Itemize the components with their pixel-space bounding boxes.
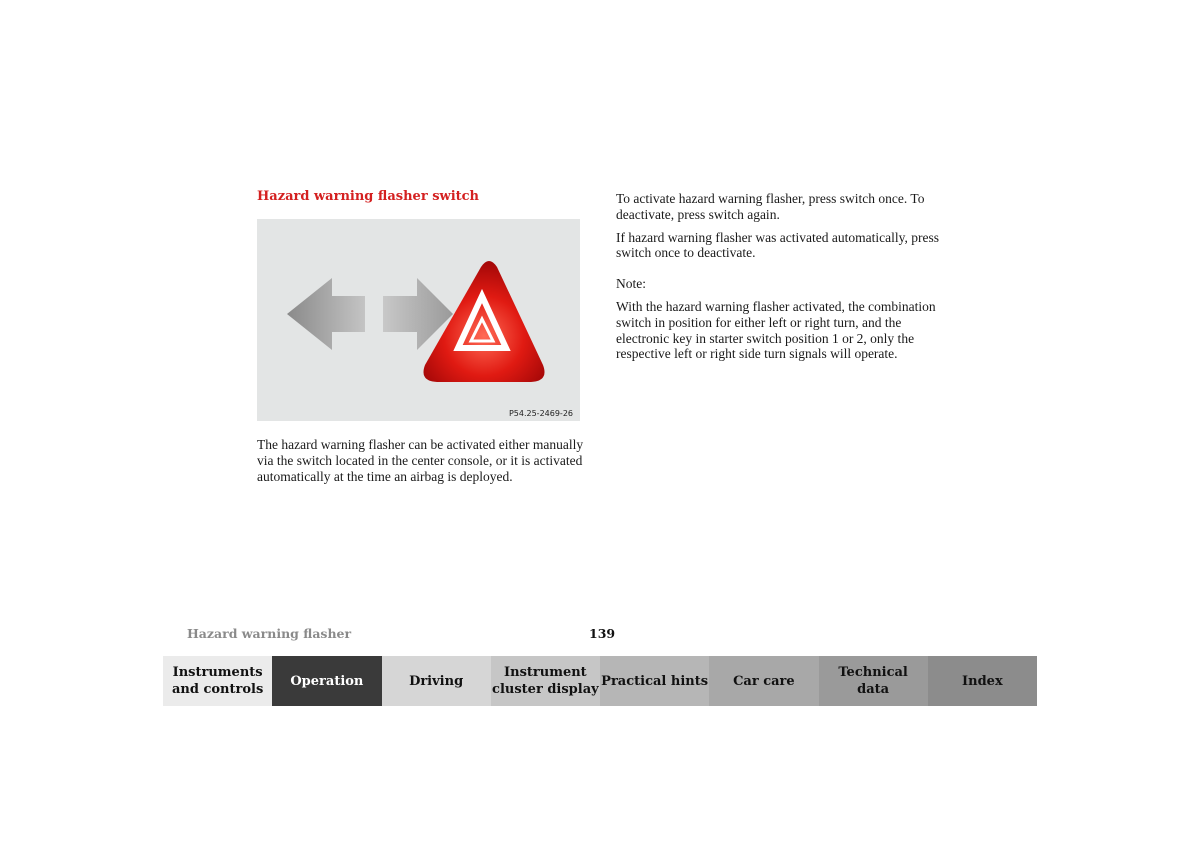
chapter-nav-bar	[163, 656, 1037, 706]
note-paragraph: With the hazard warning flasher activated, the combination switch in position for either left or right turn, and the electronic key in starter switch position 1 or 2, only the respective left or right side turn signals will operate.	[616, 298, 936, 362]
automatic-deactivation-paragraph: If hazard warning flasher was activated automatically, press switch once to deactivate.	[616, 229, 939, 261]
left-arrow-icon	[287, 278, 365, 350]
activation-paragraph: To activate hazard warning flasher, press switch once. To deactivate, press switch again.	[616, 191, 925, 222]
tab-driving[interactable]: Driving	[382, 656, 491, 706]
tab-car-care[interactable]: Car care	[709, 656, 818, 706]
note-label: Note:	[616, 276, 646, 292]
tab-instrument-cluster-display[interactable]: Instrument cluster display	[491, 656, 600, 706]
left-paragraph: The hazard warning flasher can be activated either manually via the switch located in the center console, or it is activated automatically at the time an airbag is deployed.	[257, 437, 584, 484]
tab-index[interactable]: Index	[928, 656, 1037, 706]
tab-practical-hints[interactable]: Practical hints	[600, 656, 709, 706]
right-column	[616, 191, 946, 369]
tab-technical-data[interactable]: Technical data	[819, 656, 928, 706]
page-number: 139	[589, 626, 616, 641]
figure-code: P54.25-2469-26	[508, 409, 573, 418]
hazard-switch-figure	[257, 219, 580, 421]
tab-instruments-and-controls[interactable]: Instruments and controls	[163, 656, 272, 706]
footer-section-title: Hazard warning flasher	[187, 626, 352, 641]
section-title: Hazard warning flasher switch	[257, 189, 480, 204]
hazard-switch-illustration	[257, 219, 580, 421]
tab-operation[interactable]: Operation	[272, 656, 381, 706]
